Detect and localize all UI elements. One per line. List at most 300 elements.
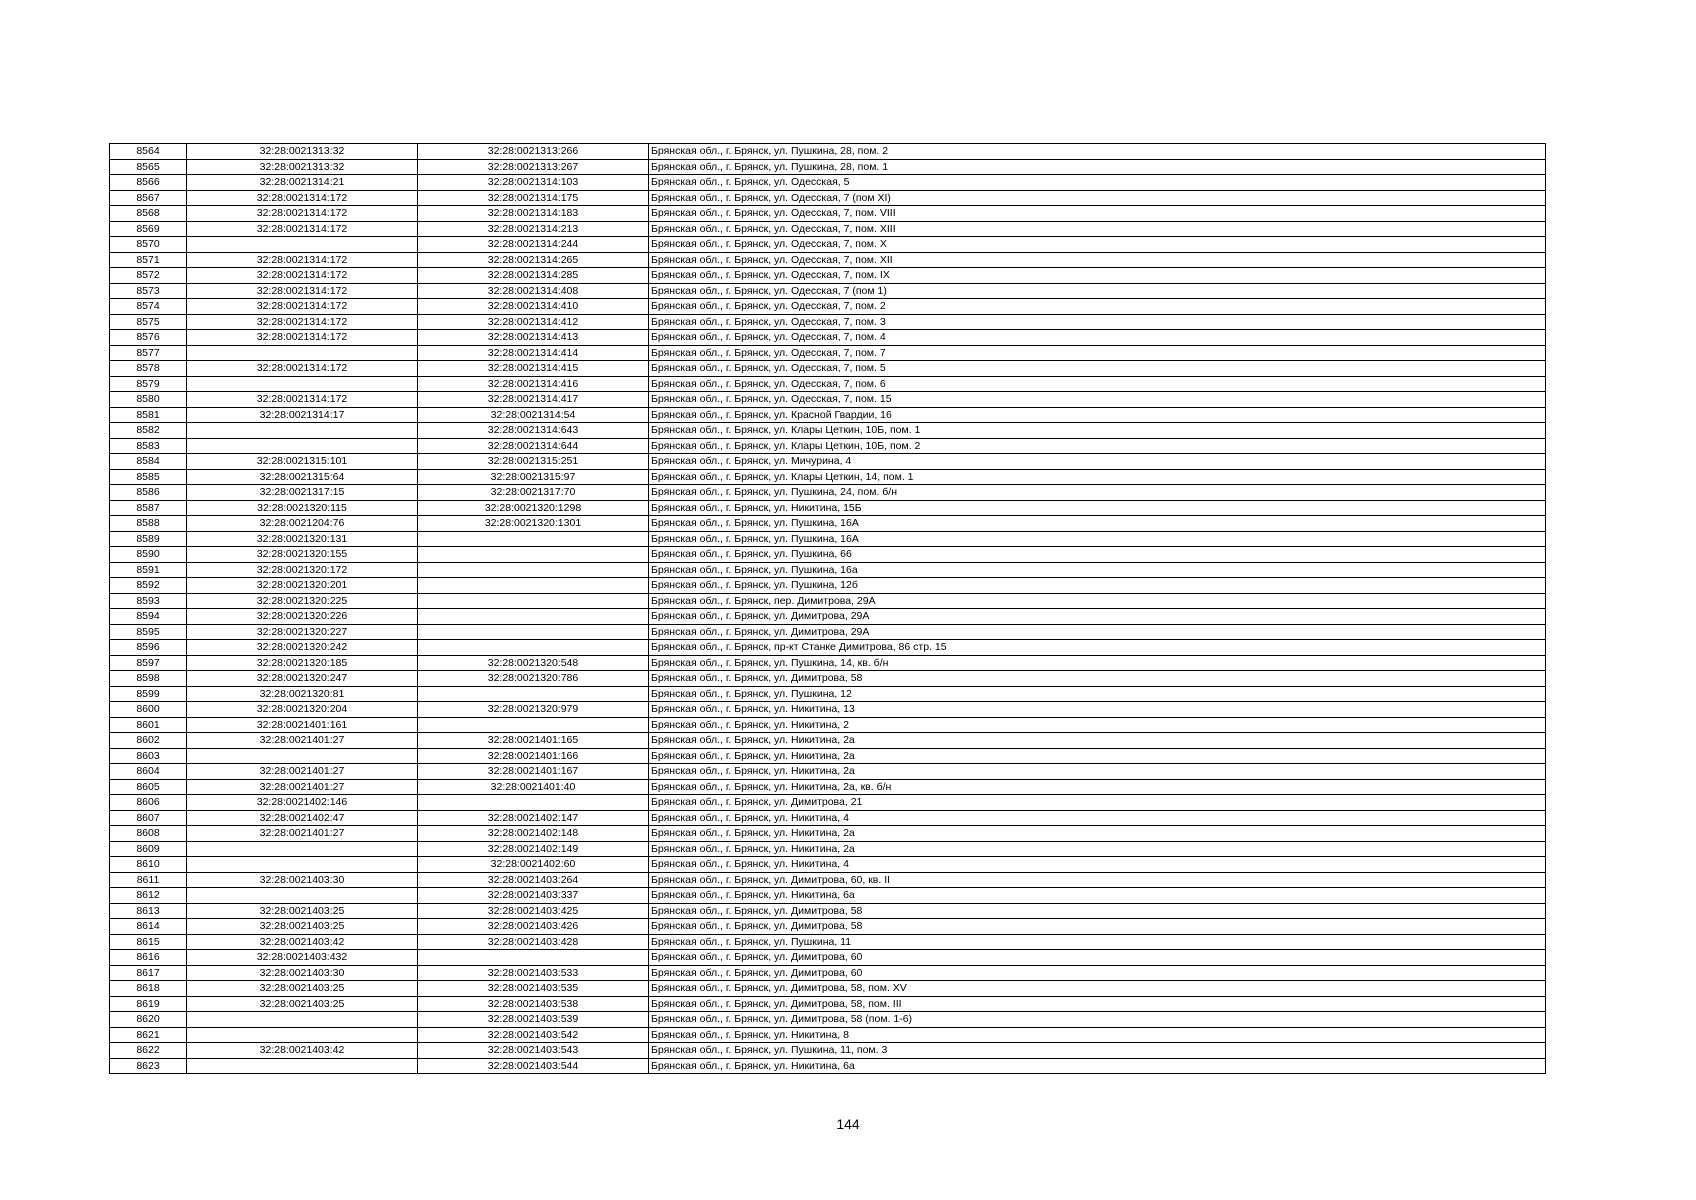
- table-row: [110, 330, 1546, 346]
- address-cell: Брянская обл., г. Брянск, ул. Одесская, 5: [649, 175, 1546, 191]
- cadastral-number-cell: 32:28:0021401:165: [418, 733, 649, 749]
- cadastral-number-cell: 32:28:0021403:535: [418, 981, 649, 997]
- row-number-cell: 8600: [110, 702, 187, 718]
- parent-cadastral-number-cell: [187, 376, 418, 392]
- parent-cadastral-number-cell: 32:28:0021314:172: [187, 361, 418, 377]
- table-row: [110, 686, 1546, 702]
- address-cell: Брянская обл., г. Брянск, пер. Димитрова, 29А: [649, 593, 1546, 609]
- row-number-cell: 8584: [110, 454, 187, 470]
- table-row: [110, 1027, 1546, 1043]
- address-cell: Брянская обл., г. Брянск, ул. Никитина, 13: [649, 702, 1546, 718]
- address-cell: Брянская обл., г. Брянск, ул. Никитина, 2а: [649, 733, 1546, 749]
- parent-cadastral-number-cell: 32:28:0021320:247: [187, 671, 418, 687]
- table-row: [110, 578, 1546, 594]
- table-row: [110, 345, 1546, 361]
- table-row: [110, 934, 1546, 950]
- parent-cadastral-number-cell: 32:28:0021320:204: [187, 702, 418, 718]
- address-cell: Брянская обл., г. Брянск, ул. Димитрова, 60: [649, 965, 1546, 981]
- row-number-cell: 8589: [110, 531, 187, 547]
- row-number-cell: 8597: [110, 655, 187, 671]
- table-row: [110, 996, 1546, 1012]
- row-number-cell: 8564: [110, 144, 187, 160]
- table-row: [110, 826, 1546, 842]
- parent-cadastral-number-cell: 32:28:0021320:225: [187, 593, 418, 609]
- cadastral-number-cell: [418, 624, 649, 640]
- parent-cadastral-number-cell: 32:28:0021401:27: [187, 826, 418, 842]
- table-row: [110, 609, 1546, 625]
- row-number-cell: 8581: [110, 407, 187, 423]
- parent-cadastral-number-cell: 32:28:0021403:25: [187, 919, 418, 935]
- table-row: [110, 361, 1546, 377]
- address-cell: Брянская обл., г. Брянск, ул. Одесская, 7, пом. XII: [649, 252, 1546, 268]
- address-cell: Брянская обл., г. Брянск, ул. Никитина, 4: [649, 810, 1546, 826]
- parent-cadastral-number-cell: 32:28:0021403:25: [187, 903, 418, 919]
- cadastral-number-cell: 32:28:0021314:412: [418, 314, 649, 330]
- cadastral-number-cell: 32:28:0021314:183: [418, 206, 649, 222]
- row-number-cell: 8620: [110, 1012, 187, 1028]
- parent-cadastral-number-cell: 32:28:0021403:42: [187, 1043, 418, 1059]
- address-cell: Брянская обл., г. Брянск, ул. Никитина, 8: [649, 1027, 1546, 1043]
- address-cell: Брянская обл., г. Брянск, ул. Одесская, 7, пом. VIII: [649, 206, 1546, 222]
- table-row: [110, 857, 1546, 873]
- cadastral-number-cell: 32:28:0021403:543: [418, 1043, 649, 1059]
- table-row: [110, 965, 1546, 981]
- cadastral-number-cell: 32:28:0021314:175: [418, 190, 649, 206]
- address-cell: Брянская обл., г. Брянск, ул. Димитрова, 60: [649, 950, 1546, 966]
- parent-cadastral-number-cell: 32:28:0021402:47: [187, 810, 418, 826]
- cadastral-number-cell: 32:28:0021403:425: [418, 903, 649, 919]
- address-cell: Брянская обл., г. Брянск, ул. Одесская, 7, пом. 6: [649, 376, 1546, 392]
- row-number-cell: 8612: [110, 888, 187, 904]
- cadastral-number-cell: 32:28:0021320:548: [418, 655, 649, 671]
- address-cell: Брянская обл., г. Брянск, ул. Клары Цеткин, 10Б, пом. 2: [649, 438, 1546, 454]
- cadastral-number-cell: [418, 593, 649, 609]
- cadastral-number-cell: 32:28:0021317:70: [418, 485, 649, 501]
- cadastral-number-cell: 32:28:0021314:265: [418, 252, 649, 268]
- parent-cadastral-number-cell: [187, 237, 418, 253]
- row-number-cell: 8603: [110, 748, 187, 764]
- parent-cadastral-number-cell: 32:28:0021314:172: [187, 314, 418, 330]
- address-cell: Брянская обл., г. Брянск, ул. Никитина, 2: [649, 717, 1546, 733]
- address-cell: Брянская обл., г. Брянск, ул. Одесская, 7 (пом 1): [649, 283, 1546, 299]
- cadastral-number-cell: 32:28:0021320:1298: [418, 500, 649, 516]
- parent-cadastral-number-cell: 32:28:0021403:25: [187, 981, 418, 997]
- row-number-cell: 8569: [110, 221, 187, 237]
- table-row: [110, 376, 1546, 392]
- parent-cadastral-number-cell: 32:28:0021320:201: [187, 578, 418, 594]
- address-cell: Брянская обл., г. Брянск, ул. Никитина, 2а: [649, 748, 1546, 764]
- address-cell: Брянская обл., г. Брянск, ул. Никитина, 2а: [649, 841, 1546, 857]
- row-number-cell: 8572: [110, 268, 187, 284]
- table-row: [110, 237, 1546, 253]
- address-cell: Брянская обл., г. Брянск, ул. Никитина, 4: [649, 857, 1546, 873]
- parent-cadastral-number-cell: 32:28:0021314:172: [187, 221, 418, 237]
- address-cell: Брянская обл., г. Брянск, ул. Димитрова, 58: [649, 671, 1546, 687]
- row-number-cell: 8570: [110, 237, 187, 253]
- cadastral-number-cell: 32:28:0021320:979: [418, 702, 649, 718]
- parent-cadastral-number-cell: 32:28:0021401:27: [187, 764, 418, 780]
- address-cell: Брянская обл., г. Брянск, ул. Никитина, 2а, кв. б/н: [649, 779, 1546, 795]
- cadastral-number-cell: [418, 950, 649, 966]
- parent-cadastral-number-cell: 32:28:0021320:131: [187, 531, 418, 547]
- cadastral-number-cell: 32:28:0021403:426: [418, 919, 649, 935]
- row-number-cell: 8592: [110, 578, 187, 594]
- parent-cadastral-number-cell: 32:28:0021403:30: [187, 965, 418, 981]
- row-number-cell: 8611: [110, 872, 187, 888]
- row-number-cell: 8617: [110, 965, 187, 981]
- cadastral-number-cell: [418, 717, 649, 733]
- row-number-cell: 8566: [110, 175, 187, 191]
- table-row: [110, 268, 1546, 284]
- table-row: [110, 299, 1546, 315]
- address-cell: Брянская обл., г. Брянск, пр-кт Станке Димитрова, 86 стр. 15: [649, 640, 1546, 656]
- cadastral-number-cell: 32:28:0021401:40: [418, 779, 649, 795]
- row-number-cell: 8602: [110, 733, 187, 749]
- address-cell: Брянская обл., г. Брянск, ул. Пушкина, 11, пом. 3: [649, 1043, 1546, 1059]
- cadastral-number-cell: 32:28:0021314:408: [418, 283, 649, 299]
- address-cell: Брянская обл., г. Брянск, ул. Димитрова, 58: [649, 903, 1546, 919]
- address-cell: Брянская обл., г. Брянск, ул. Никитина, 15Б: [649, 500, 1546, 516]
- address-cell: Брянская обл., г. Брянск, ул. Пушкина, 11: [649, 934, 1546, 950]
- parent-cadastral-number-cell: 32:28:0021314:17: [187, 407, 418, 423]
- table-row: [110, 500, 1546, 516]
- parent-cadastral-number-cell: [187, 841, 418, 857]
- cadastral-number-cell: 32:28:0021402:148: [418, 826, 649, 842]
- table-row: [110, 175, 1546, 191]
- parent-cadastral-number-cell: 32:28:0021401:161: [187, 717, 418, 733]
- cadastral-number-cell: 32:28:0021320:1301: [418, 516, 649, 532]
- table-row: [110, 888, 1546, 904]
- parent-cadastral-number-cell: 32:28:0021403:432: [187, 950, 418, 966]
- table-row: [110, 1058, 1546, 1074]
- cadastral-number-cell: 32:28:0021403:538: [418, 996, 649, 1012]
- cadastral-number-cell: [418, 795, 649, 811]
- property-registry-table: [109, 143, 1546, 1074]
- cadastral-number-cell: 32:28:0021314:54: [418, 407, 649, 423]
- cadastral-number-cell: 32:28:0021314:415: [418, 361, 649, 377]
- cadastral-number-cell: 32:28:0021314:213: [418, 221, 649, 237]
- row-number-cell: 8619: [110, 996, 187, 1012]
- table-row: [110, 190, 1546, 206]
- address-cell: Брянская обл., г. Брянск, ул. Одесская, 7, пом. IX: [649, 268, 1546, 284]
- address-cell: Брянская обл., г. Брянск, ул. Одесская, 7 (пом XI): [649, 190, 1546, 206]
- row-number-cell: 8579: [110, 376, 187, 392]
- cadastral-number-cell: 32:28:0021403:264: [418, 872, 649, 888]
- address-cell: Брянская обл., г. Брянск, ул. Одесская, 7, пом. 4: [649, 330, 1546, 346]
- table-row: [110, 423, 1546, 439]
- row-number-cell: 8616: [110, 950, 187, 966]
- parent-cadastral-number-cell: 32:28:0021314:172: [187, 299, 418, 315]
- cadastral-number-cell: 32:28:0021314:244: [418, 237, 649, 253]
- address-cell: Брянская обл., г. Брянск, ул. Одесская, 7, пом. 2: [649, 299, 1546, 315]
- address-cell: Брянская обл., г. Брянск, ул. Одесская, 7, пом. 3: [649, 314, 1546, 330]
- table-row: [110, 748, 1546, 764]
- parent-cadastral-number-cell: 32:28:0021403:30: [187, 872, 418, 888]
- address-cell: Брянская обл., г. Брянск, ул. Пушкина, 24, пом. б/н: [649, 485, 1546, 501]
- address-cell: Брянская обл., г. Брянск, ул. Пушкина, 16А: [649, 516, 1546, 532]
- parent-cadastral-number-cell: 32:28:0021320:81: [187, 686, 418, 702]
- address-cell: Брянская обл., г. Брянск, ул. Димитрова, 58, пом. III: [649, 996, 1546, 1012]
- row-number-cell: 8568: [110, 206, 187, 222]
- parent-cadastral-number-cell: [187, 888, 418, 904]
- parent-cadastral-number-cell: [187, 748, 418, 764]
- cadastral-number-cell: 32:28:0021403:544: [418, 1058, 649, 1074]
- address-cell: Брянская обл., г. Брянск, ул. Красной Гвардии, 16: [649, 407, 1546, 423]
- row-number-cell: 8607: [110, 810, 187, 826]
- cadastral-number-cell: 32:28:0021320:786: [418, 671, 649, 687]
- row-number-cell: 8609: [110, 841, 187, 857]
- address-cell: Брянская обл., г. Брянск, ул. Никитина, 6а: [649, 888, 1546, 904]
- cadastral-number-cell: 32:28:0021403:533: [418, 965, 649, 981]
- table-row: [110, 810, 1546, 826]
- row-number-cell: 8596: [110, 640, 187, 656]
- table-row: [110, 702, 1546, 718]
- row-number-cell: 8606: [110, 795, 187, 811]
- row-number-cell: 8623: [110, 1058, 187, 1074]
- row-number-cell: 8595: [110, 624, 187, 640]
- parent-cadastral-number-cell: 32:28:0021313:32: [187, 144, 418, 160]
- row-number-cell: 8565: [110, 159, 187, 175]
- address-cell: Брянская обл., г. Брянск, ул. Пушкина, 28, пом. 1: [649, 159, 1546, 175]
- row-number-cell: 8567: [110, 190, 187, 206]
- cadastral-number-cell: [418, 686, 649, 702]
- parent-cadastral-number-cell: 32:28:0021320:227: [187, 624, 418, 640]
- row-number-cell: 8575: [110, 314, 187, 330]
- table-row: [110, 516, 1546, 532]
- table-row: [110, 485, 1546, 501]
- cadastral-number-cell: 32:28:0021314:410: [418, 299, 649, 315]
- address-cell: Брянская обл., г. Брянск, ул. Никитина, 6а: [649, 1058, 1546, 1074]
- row-number-cell: 8571: [110, 252, 187, 268]
- row-number-cell: 8586: [110, 485, 187, 501]
- row-number-cell: 8608: [110, 826, 187, 842]
- cadastral-number-cell: [418, 609, 649, 625]
- table-row: [110, 407, 1546, 423]
- row-number-cell: 8580: [110, 392, 187, 408]
- address-cell: Брянская обл., г. Брянск, ул. Димитрова, 58, пом. XV: [649, 981, 1546, 997]
- table-row: [110, 438, 1546, 454]
- table-row: [110, 624, 1546, 640]
- table-row: [110, 872, 1546, 888]
- parent-cadastral-number-cell: [187, 1012, 418, 1028]
- table-row: [110, 764, 1546, 780]
- cadastral-number-cell: 32:28:0021403:428: [418, 934, 649, 950]
- address-cell: Брянская обл., г. Брянск, ул. Одесская, 7, пом. 7: [649, 345, 1546, 361]
- cadastral-number-cell: 32:28:0021403:539: [418, 1012, 649, 1028]
- address-cell: Брянская обл., г. Брянск, ул. Клары Цеткин, 14, пом. 1: [649, 469, 1546, 485]
- page-number: 144: [836, 1116, 860, 1132]
- address-cell: Брянская обл., г. Брянск, ул. Одесская, 7, пом. XIII: [649, 221, 1546, 237]
- address-cell: Брянская обл., г. Брянск, ул. Мичурина, 4: [649, 454, 1546, 470]
- row-number-cell: 8591: [110, 562, 187, 578]
- table-row: [110, 671, 1546, 687]
- parent-cadastral-number-cell: 32:28:0021313:32: [187, 159, 418, 175]
- parent-cadastral-number-cell: [187, 423, 418, 439]
- row-number-cell: 8594: [110, 609, 187, 625]
- parent-cadastral-number-cell: 32:28:0021314:172: [187, 330, 418, 346]
- parent-cadastral-number-cell: 32:28:0021401:27: [187, 779, 418, 795]
- address-cell: Брянская обл., г. Брянск, ул. Димитрова, 58 (пом. 1-6): [649, 1012, 1546, 1028]
- address-cell: Брянская обл., г. Брянск, ул. Никитина, 2а: [649, 826, 1546, 842]
- parent-cadastral-number-cell: 32:28:0021401:27: [187, 733, 418, 749]
- table-row: [110, 454, 1546, 470]
- cadastral-number-cell: 32:28:0021402:60: [418, 857, 649, 873]
- table-row: [110, 252, 1546, 268]
- row-number-cell: 8610: [110, 857, 187, 873]
- parent-cadastral-number-cell: 32:28:0021320:226: [187, 609, 418, 625]
- table-body: [110, 144, 1546, 1074]
- table-row: [110, 221, 1546, 237]
- cadastral-number-cell: 32:28:0021403:542: [418, 1027, 649, 1043]
- cadastral-number-cell: 32:28:0021314:103: [418, 175, 649, 191]
- table-row: [110, 733, 1546, 749]
- row-number-cell: 8615: [110, 934, 187, 950]
- parent-cadastral-number-cell: 32:28:0021314:172: [187, 268, 418, 284]
- row-number-cell: 8622: [110, 1043, 187, 1059]
- row-number-cell: 8618: [110, 981, 187, 997]
- table-row: [110, 640, 1546, 656]
- address-cell: Брянская обл., г. Брянск, ул. Пушкина, 14, кв. б/н: [649, 655, 1546, 671]
- table-row: [110, 1043, 1546, 1059]
- table-row: [110, 547, 1546, 563]
- row-number-cell: 8605: [110, 779, 187, 795]
- address-cell: Брянская обл., г. Брянск, ул. Пушкина, 12б: [649, 578, 1546, 594]
- parent-cadastral-number-cell: [187, 857, 418, 873]
- table-row: [110, 144, 1546, 160]
- table-row: [110, 206, 1546, 222]
- cadastral-number-cell: [418, 562, 649, 578]
- row-number-cell: 8604: [110, 764, 187, 780]
- cadastral-number-cell: 32:28:0021314:644: [418, 438, 649, 454]
- parent-cadastral-number-cell: [187, 345, 418, 361]
- cadastral-number-cell: 32:28:0021313:266: [418, 144, 649, 160]
- row-number-cell: 8588: [110, 516, 187, 532]
- table-row: [110, 655, 1546, 671]
- parent-cadastral-number-cell: 32:28:0021314:172: [187, 190, 418, 206]
- parent-cadastral-number-cell: [187, 1027, 418, 1043]
- address-cell: Брянская обл., г. Брянск, ул. Димитрова, 60, кв. II: [649, 872, 1546, 888]
- row-number-cell: 8577: [110, 345, 187, 361]
- table-row: [110, 283, 1546, 299]
- table-row: [110, 981, 1546, 997]
- table-row: [110, 562, 1546, 578]
- row-number-cell: 8614: [110, 919, 187, 935]
- parent-cadastral-number-cell: 32:28:0021314:172: [187, 252, 418, 268]
- table-row: [110, 919, 1546, 935]
- cadastral-number-cell: 32:28:0021401:166: [418, 748, 649, 764]
- cadastral-number-cell: 32:28:0021402:147: [418, 810, 649, 826]
- parent-cadastral-number-cell: 32:28:0021317:15: [187, 485, 418, 501]
- table-row: [110, 593, 1546, 609]
- table-row: [110, 159, 1546, 175]
- row-number-cell: 8583: [110, 438, 187, 454]
- cadastral-number-cell: [418, 547, 649, 563]
- cadastral-number-cell: [418, 531, 649, 547]
- parent-cadastral-number-cell: 32:28:0021204:76: [187, 516, 418, 532]
- address-cell: Брянская обл., г. Брянск, ул. Пушкина, 12: [649, 686, 1546, 702]
- address-cell: Брянская обл., г. Брянск, ул. Пушкина, 28, пом. 2: [649, 144, 1546, 160]
- row-number-cell: 8590: [110, 547, 187, 563]
- table-row: [110, 717, 1546, 733]
- row-number-cell: 8574: [110, 299, 187, 315]
- cadastral-number-cell: 32:28:0021315:251: [418, 454, 649, 470]
- parent-cadastral-number-cell: 32:28:0021320:185: [187, 655, 418, 671]
- parent-cadastral-number-cell: 32:28:0021320:242: [187, 640, 418, 656]
- address-cell: Брянская обл., г. Брянск, ул. Пушкина, 16а: [649, 562, 1546, 578]
- cadastral-number-cell: 32:28:0021313:267: [418, 159, 649, 175]
- table-row: [110, 1012, 1546, 1028]
- table-row: [110, 531, 1546, 547]
- row-number-cell: 8599: [110, 686, 187, 702]
- cadastral-number-cell: 32:28:0021402:149: [418, 841, 649, 857]
- cadastral-number-cell: 32:28:0021314:414: [418, 345, 649, 361]
- address-cell: Брянская обл., г. Брянск, ул. Одесская, 7, пом. 15: [649, 392, 1546, 408]
- row-number-cell: 8573: [110, 283, 187, 299]
- cadastral-number-cell: 32:28:0021315:97: [418, 469, 649, 485]
- parent-cadastral-number-cell: 32:28:0021314:172: [187, 206, 418, 222]
- address-cell: Брянская обл., г. Брянск, ул. Одесская, 7, пом. X: [649, 237, 1546, 253]
- parent-cadastral-number-cell: 32:28:0021314:172: [187, 283, 418, 299]
- parent-cadastral-number-cell: [187, 438, 418, 454]
- cadastral-number-cell: 32:28:0021403:337: [418, 888, 649, 904]
- cadastral-number-cell: 32:28:0021314:285: [418, 268, 649, 284]
- table-row: [110, 392, 1546, 408]
- table-row: [110, 841, 1546, 857]
- address-cell: Брянская обл., г. Брянск, ул. Пушкина, 16А: [649, 531, 1546, 547]
- address-cell: Брянская обл., г. Брянск, ул. Димитрова, 29А: [649, 609, 1546, 625]
- address-cell: Брянская обл., г. Брянск, ул. Пушкина, 66: [649, 547, 1546, 563]
- row-number-cell: 8593: [110, 593, 187, 609]
- parent-cadastral-number-cell: 32:28:0021314:21: [187, 175, 418, 191]
- address-cell: Брянская обл., г. Брянск, ул. Клары Цеткин, 10Б, пом. 1: [649, 423, 1546, 439]
- cadastral-number-cell: 32:28:0021314:643: [418, 423, 649, 439]
- row-number-cell: 8601: [110, 717, 187, 733]
- address-cell: Брянская обл., г. Брянск, ул. Одесская, 7, пом. 5: [649, 361, 1546, 377]
- row-number-cell: 8585: [110, 469, 187, 485]
- row-number-cell: 8613: [110, 903, 187, 919]
- address-cell: Брянская обл., г. Брянск, ул. Димитрова, 21: [649, 795, 1546, 811]
- cadastral-number-cell: 32:28:0021314:413: [418, 330, 649, 346]
- table-row: [110, 314, 1546, 330]
- parent-cadastral-number-cell: 32:28:0021403:25: [187, 996, 418, 1012]
- parent-cadastral-number-cell: 32:28:0021320:115: [187, 500, 418, 516]
- cadastral-number-cell: 32:28:0021401:167: [418, 764, 649, 780]
- address-cell: Брянская обл., г. Брянск, ул. Димитрова, 58: [649, 919, 1546, 935]
- table-row: [110, 779, 1546, 795]
- address-cell: Брянская обл., г. Брянск, ул. Димитрова, 29А: [649, 624, 1546, 640]
- cadastral-number-cell: [418, 578, 649, 594]
- row-number-cell: 8621: [110, 1027, 187, 1043]
- address-cell: Брянская обл., г. Брянск, ул. Никитина, 2а: [649, 764, 1546, 780]
- table-row: [110, 950, 1546, 966]
- parent-cadastral-number-cell: 32:28:0021320:172: [187, 562, 418, 578]
- table-row: [110, 469, 1546, 485]
- parent-cadastral-number-cell: 32:28:0021315:64: [187, 469, 418, 485]
- row-number-cell: 8576: [110, 330, 187, 346]
- cadastral-number-cell: [418, 640, 649, 656]
- cadastral-number-cell: 32:28:0021314:417: [418, 392, 649, 408]
- parent-cadastral-number-cell: 32:28:0021314:172: [187, 392, 418, 408]
- parent-cadastral-number-cell: [187, 1058, 418, 1074]
- parent-cadastral-number-cell: 32:28:0021315:101: [187, 454, 418, 470]
- table-row: [110, 903, 1546, 919]
- parent-cadastral-number-cell: 32:28:0021402:146: [187, 795, 418, 811]
- row-number-cell: 8598: [110, 671, 187, 687]
- cadastral-number-cell: 32:28:0021314:416: [418, 376, 649, 392]
- parent-cadastral-number-cell: 32:28:0021403:42: [187, 934, 418, 950]
- row-number-cell: 8582: [110, 423, 187, 439]
- table-row: [110, 795, 1546, 811]
